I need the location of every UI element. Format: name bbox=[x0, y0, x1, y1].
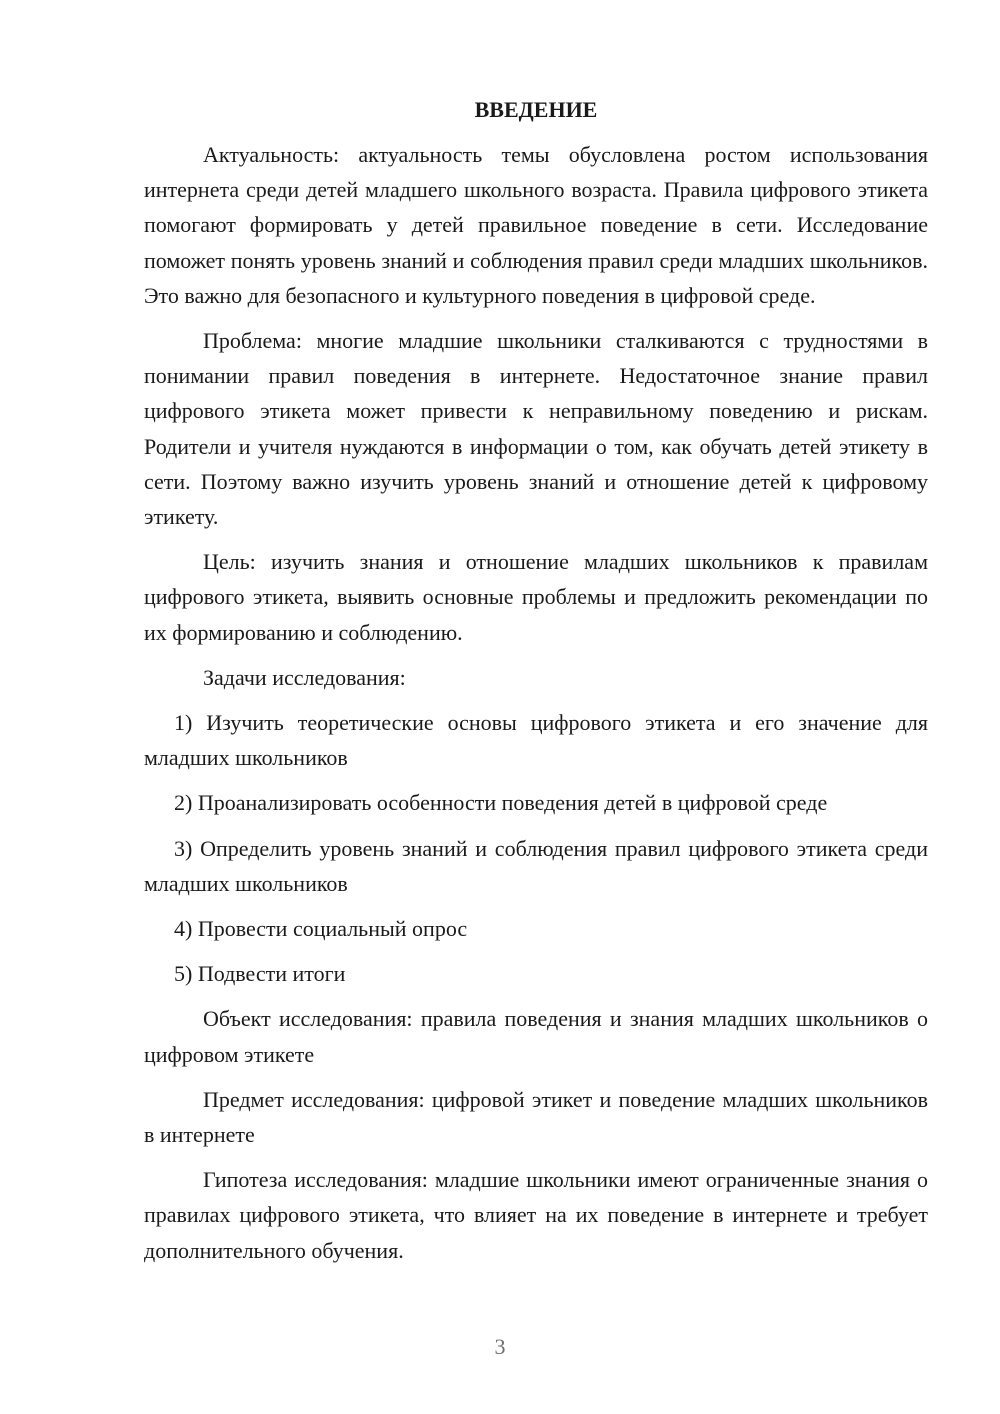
subject-paragraph: Предмет исследования: цифровой этикет и поведение младших школьников в интернете bbox=[144, 1086, 928, 1148]
section-title: ВВЕДЕНИЕ bbox=[474, 97, 598, 122]
relevance-paragraph: Актуальность: актуальность темы обусловлена ростом использования интернета среди детей младшего школьного возраста. Правила цифрового этикета помогают формировать у детей правильное поведение в сети. Исследование поможет понять уровень знаний и соблюдения правил среди младших школьников. Это важно для безопасного и культурного поведения в цифровой среде. bbox=[144, 142, 928, 308]
task-item: 3) Определить уровень знаний и соблюдения правил цифрового этикета среди младших школьников bbox=[144, 835, 928, 896]
page-number: 3 bbox=[494, 1334, 506, 1359]
problem-paragraph: Проблема: многие младшие школьники сталкиваются с трудностями в понимании правил поведения в интернете. Недостаточное знание правил цифрового этикета может привести к неправильному поведению и рискам. Родители и учителя нуждаются в информации о том, как обучать детей этикету в сети. Поэтому важно изучить уровень знаний и отношение детей к цифровому этикету. bbox=[144, 328, 928, 530]
task-item: 4) Провести социальный опрос bbox=[174, 916, 468, 942]
object-paragraph: Объект исследования: правила поведения и знания младших школьников о цифровом этикете bbox=[144, 1006, 928, 1067]
task-item: 1) Изучить теоретические основы цифрового этикета и его значение для младших школьников bbox=[144, 710, 928, 771]
task-item: 5) Подвести итоги bbox=[174, 961, 346, 987]
task-item: 2) Проанализировать особенности поведения детей в цифровой среде bbox=[174, 790, 828, 816]
document-page bbox=[144, 92, 928, 1278]
hypothesis-paragraph: Гипотеза исследования: младшие школьники имеют ограниченные знания о правилах цифрового этикета, что влияет на их поведение в интернете и требует дополнительного обучения. bbox=[144, 1167, 928, 1263]
goal-paragraph: Цель: изучить знания и отношение младших школьников к правилам цифрового этикета, выявить основные проблемы и предложить рекомендации по их формированию и соблюдению. bbox=[144, 549, 928, 645]
tasks-list bbox=[144, 705, 928, 991]
tasks-heading: Задачи исследования: bbox=[203, 664, 406, 690]
